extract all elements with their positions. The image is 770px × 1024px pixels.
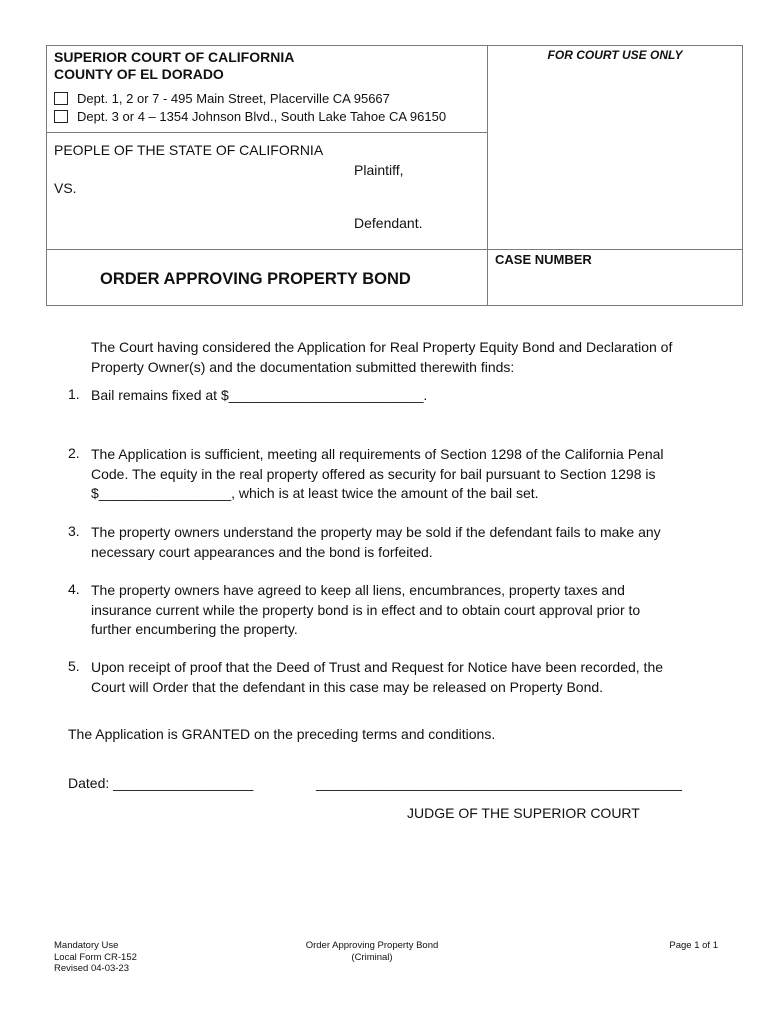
finding-line: Bail remains fixed at $_________________________. [91,387,428,403]
footer-line: Revised 04-03-23 [54,963,129,974]
intro-paragraph [91,338,672,377]
dept-option-1[interactable] [54,91,390,106]
finding-4 [91,581,640,640]
footer-line: (Criminal) [351,951,393,963]
finding-line: The property owners understand the property may be sold if the defendant fails to make any [91,524,661,540]
item-number: 4. [68,581,80,597]
box-divider-vertical [487,45,488,306]
finding-1 [91,386,427,406]
item-number: 2. [68,445,80,461]
finding-line: The property owners have agreed to keep all liens, encumbrances, property taxes and [91,582,625,598]
finding-line: Upon receipt of proof that the Deed of Trust and Request for Notice have been recorded, the [91,659,664,675]
intro-line: Property Owner(s) and the documentation submitted therewith finds: [91,358,515,375]
judge-title: JUDGE OF THE SUPERIOR COURT [407,805,640,821]
box-bottom [46,305,743,306]
finding-line: Code. The equity in the real property offered as security for bail pursuant to Section 1298 is [91,465,656,482]
box-top [46,45,743,46]
item-number: 3. [68,523,80,539]
finding-2 [91,445,664,504]
court-line-2: COUNTY OF EL DORADO [54,66,224,82]
box-left [46,45,47,306]
court-line-1: SUPERIOR COURT OF CALIFORNIA [54,49,295,65]
finding-line: insurance current while the property bond is in effect and to obtain court approval prior to [91,601,641,618]
plaintiff-name: PEOPLE OF THE STATE OF CALIFORNIA [54,142,324,158]
finding-line: Court will Order that the defendant in this case may be released on Property Bond. [91,678,604,695]
box-divider-court [46,132,488,133]
footer-line: Mandatory Use [54,940,119,951]
finding-3 [91,523,661,562]
dated-field[interactable]: Dated: __________________ [68,775,254,791]
signature-line[interactable]: _______________________________________________ [316,775,682,791]
finding-line: The Application is sufficient, meeting all requirements of Section 1298 of the California Penal [91,446,664,462]
versus-label: VS. [54,180,77,196]
case-number-label: CASE NUMBER [495,252,592,267]
item-number: 5. [68,658,80,674]
footer-line: Local Form CR-152 [54,951,137,963]
finding-line: necessary court appearances and the bond is forfeited. [91,543,433,560]
granted-statement: The Application is GRANTED on the preceding terms and conditions. [68,726,496,742]
court-name [54,49,294,83]
defendant-label: Defendant. [354,215,423,231]
box-right [742,45,743,306]
checkbox-dept-1[interactable] [54,92,68,105]
box-divider-title [46,249,743,250]
item-number: 1. [68,386,80,402]
dept-option-1-label: Dept. 1, 2 or 7 - 495 Main Street, Placerville CA 95667 [77,91,390,106]
finding-line: further encumbering the property. [91,621,298,637]
plaintiff-label: Plaintiff, [354,162,404,178]
page-number: Page 1 of 1 [669,940,718,951]
document-title: ORDER APPROVING PROPERTY BOND [100,270,411,288]
dept-option-2-label: Dept. 3 or 4 – 1354 Johnson Blvd., South Lake Tahoe CA 96150 [77,109,447,124]
intro-line: The Court having considered the Application for Real Property Equity Bond and Declaration of [91,339,673,355]
checkbox-dept-2[interactable] [54,110,68,123]
finding-line: $_________________, which is at least twice the amount of the bail set. [91,485,539,501]
footer-line: Order Approving Property Bond [305,940,439,951]
finding-5 [91,658,663,697]
dept-option-2[interactable] [54,109,446,124]
footer-form-info [54,940,137,975]
court-use-label: FOR COURT USE ONLY [547,48,683,62]
footer-form-title [272,940,472,963]
